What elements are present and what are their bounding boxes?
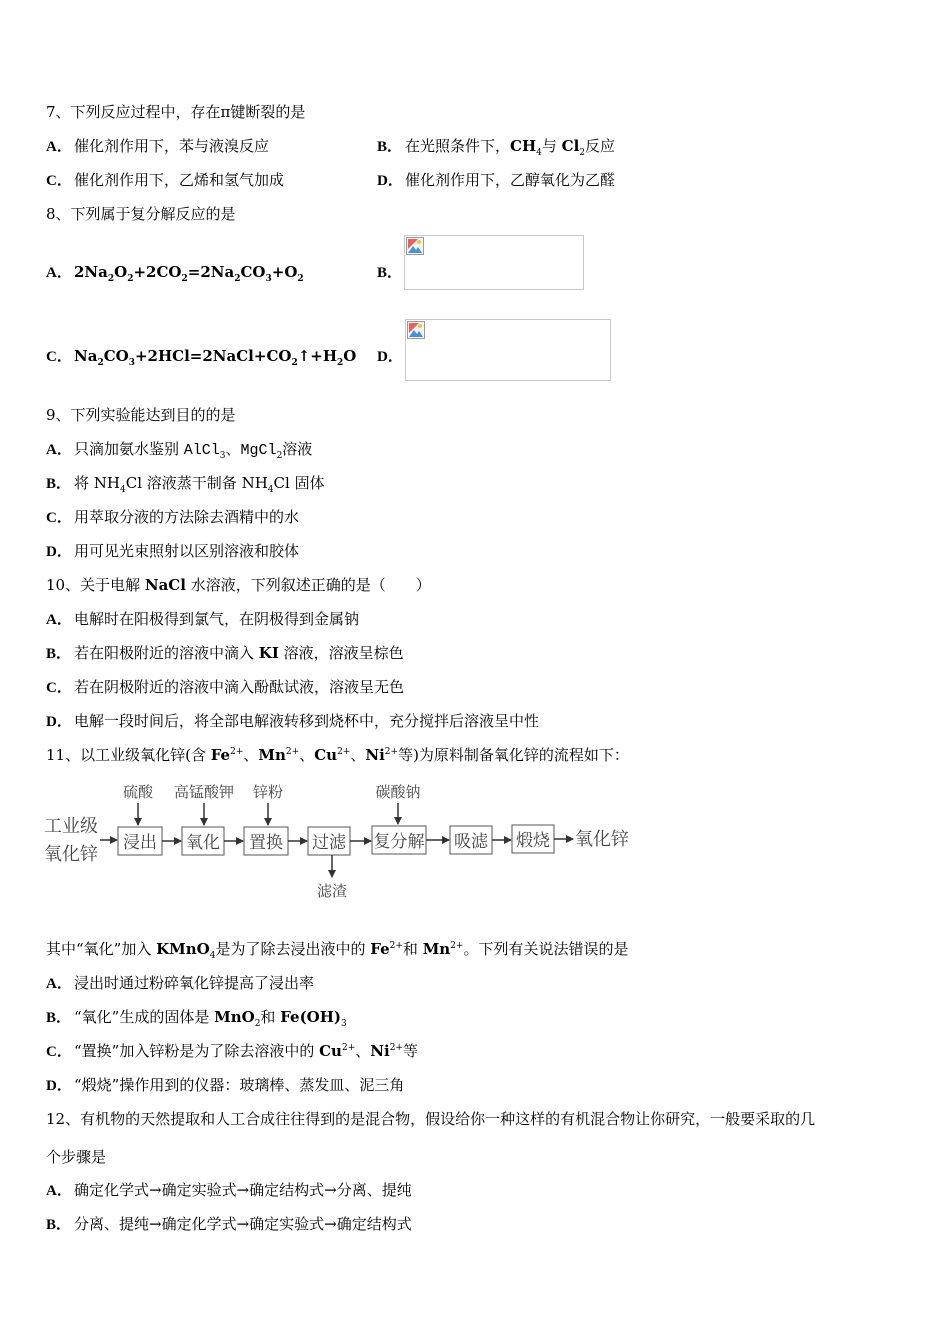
q8-option-b[interactable]: B． [377, 265, 403, 281]
q11-option-b[interactable]: B． “氧化”生成的固体是 MnO$_2$和 $Fe(OH)_3$ [46, 1008, 347, 1029]
q10-option-b[interactable]: B． 若在阳极附近的溶液中滴入 KI 溶液，溶液呈棕色 [46, 644, 404, 662]
q8-stem: 8、下列属于复分解反应的是 [46, 205, 236, 223]
q10-stem: 10、关于电解 NaCl 水溶液，下列叙述正确的是（ ） [46, 576, 431, 594]
q9-option-d[interactable]: D． 用可见光束照射以区别溶液和胶体 [46, 542, 300, 560]
q12-option-a[interactable]: A． 确定化学式→确定实验式→确定结构式→分离、提纯 [46, 1181, 412, 1199]
flow-start-line2: 氧化锌 [44, 844, 98, 865]
flow-reagent-replace: 锌粉 [252, 783, 284, 801]
q9-option-a[interactable]: A． 只滴加氨水鉴别 AlCl$_3$、MgCl$_2$溶液 [46, 440, 313, 461]
q12-stem-line2: 个步骤是 [46, 1148, 107, 1166]
flow-reagent-oxidize: 高锰酸钾 [173, 783, 235, 801]
flow-step-oxidize-label: 氧化 [186, 833, 220, 853]
q9-option-b[interactable]: B． 将 $NH_4Cl$ 溶液蒸干制备 $NH_4Cl$ 固体 [46, 474, 325, 495]
flow-start-line1: 工业级 [44, 816, 98, 837]
flow-step-suction-filter-label: 吸滤 [454, 832, 488, 852]
q11-option-d[interactable]: D． “煅烧”操作用到的仪器：玻璃棒、蒸发皿、泥三角 [46, 1076, 405, 1094]
flow-step-metathesis-label: 复分解 [373, 832, 425, 852]
flow-reagent-metathesis: 碳酸钠 [375, 783, 421, 801]
q7-option-d[interactable]: D． 催化剂作用下，乙醇氧化为乙醛 [377, 171, 616, 189]
q7-option-c[interactable]: C． 催化剂作用下，乙烯和氢气加成 [46, 171, 285, 189]
q9-option-c[interactable]: C． 用萃取分液的方法除去酒精中的水 [46, 508, 300, 526]
q8-option-d[interactable]: D． [377, 349, 403, 365]
q10-option-d[interactable]: D． 电解一段时间后，将全部电解液转移到烧杯中，充分搅拌后溶液呈中性 [46, 712, 540, 730]
q7-option-b[interactable]: B． 在光照条件下，$CH_4$与 $Cl_2$反应 [377, 137, 616, 158]
q11-option-a[interactable]: A． 浸出时通过粉碎氧化锌提高了浸出率 [46, 974, 315, 992]
q7-stem: 7、下列反应过程中，存在π键断裂的是 [46, 103, 306, 121]
flow-step-filter-label: 过滤 [312, 833, 346, 853]
broken-image-icon [406, 237, 424, 255]
q11-note: 其中“氧化”加入 KMnO$_4$是为了除去浸出液中的 $Fe^{2+}$和 $Mn^{2+}$。下列有关说法错误的是 [46, 940, 629, 961]
flow-reagent-leach: 硫酸 [122, 783, 154, 801]
flow-product: 氧化锌 [575, 829, 629, 850]
flow-residue: 滤渣 [316, 882, 348, 900]
q9-stem: 9、下列实验能达到目的的是 [46, 406, 236, 424]
process-flow-diagram [44, 778, 634, 906]
q7-option-a[interactable]: A． 催化剂作用下，苯与液溴反应 [46, 137, 270, 155]
q8-option-d-image [405, 319, 611, 381]
q11-stem: 11、以工业级氧化锌(含 $Fe^{2+}$、$Mn^{2+}$、$Cu^{2+}$、$Ni^{2+}$等)为原料制备氧化锌的流程如下： [46, 746, 629, 764]
q8-option-b-image [404, 235, 584, 290]
q10-option-a[interactable]: A． 电解时在阳极得到氯气，在阴极得到金属钠 [46, 610, 360, 628]
q8-option-a[interactable]: A． $2Na_2O_2+2CO_2=2Na_2CO_3+O_2$ [46, 263, 304, 284]
q10-option-c[interactable]: C． 若在阴极附近的溶液中滴入酚酞试液，溶液呈无色 [46, 678, 405, 696]
q12-option-b[interactable]: B． 分离、提纯→确定化学式→确定实验式→确定结构式 [46, 1215, 412, 1233]
q8-option-c[interactable]: C． $Na_2CO_3+2HCl=2NaCl+CO_2↑+H_2O$ [46, 347, 357, 368]
flow-step-leach-label: 浸出 [123, 833, 157, 853]
q12-stem-line1: 12、有机物的天然提取和人工合成往往得到的是混合物，假设给你一种这样的有机混合物让你研究，一般要采取的几 [46, 1110, 816, 1128]
flow-step-calcine-label: 煅烧 [516, 831, 550, 851]
flow-step-replace-label: 置换 [249, 833, 283, 853]
broken-image-icon [407, 321, 425, 339]
q11-option-c[interactable]: C． “置换”加入锌粉是为了除去溶液中的 $Cu^{2+}$、$Ni^{2+}$等 [46, 1042, 418, 1060]
